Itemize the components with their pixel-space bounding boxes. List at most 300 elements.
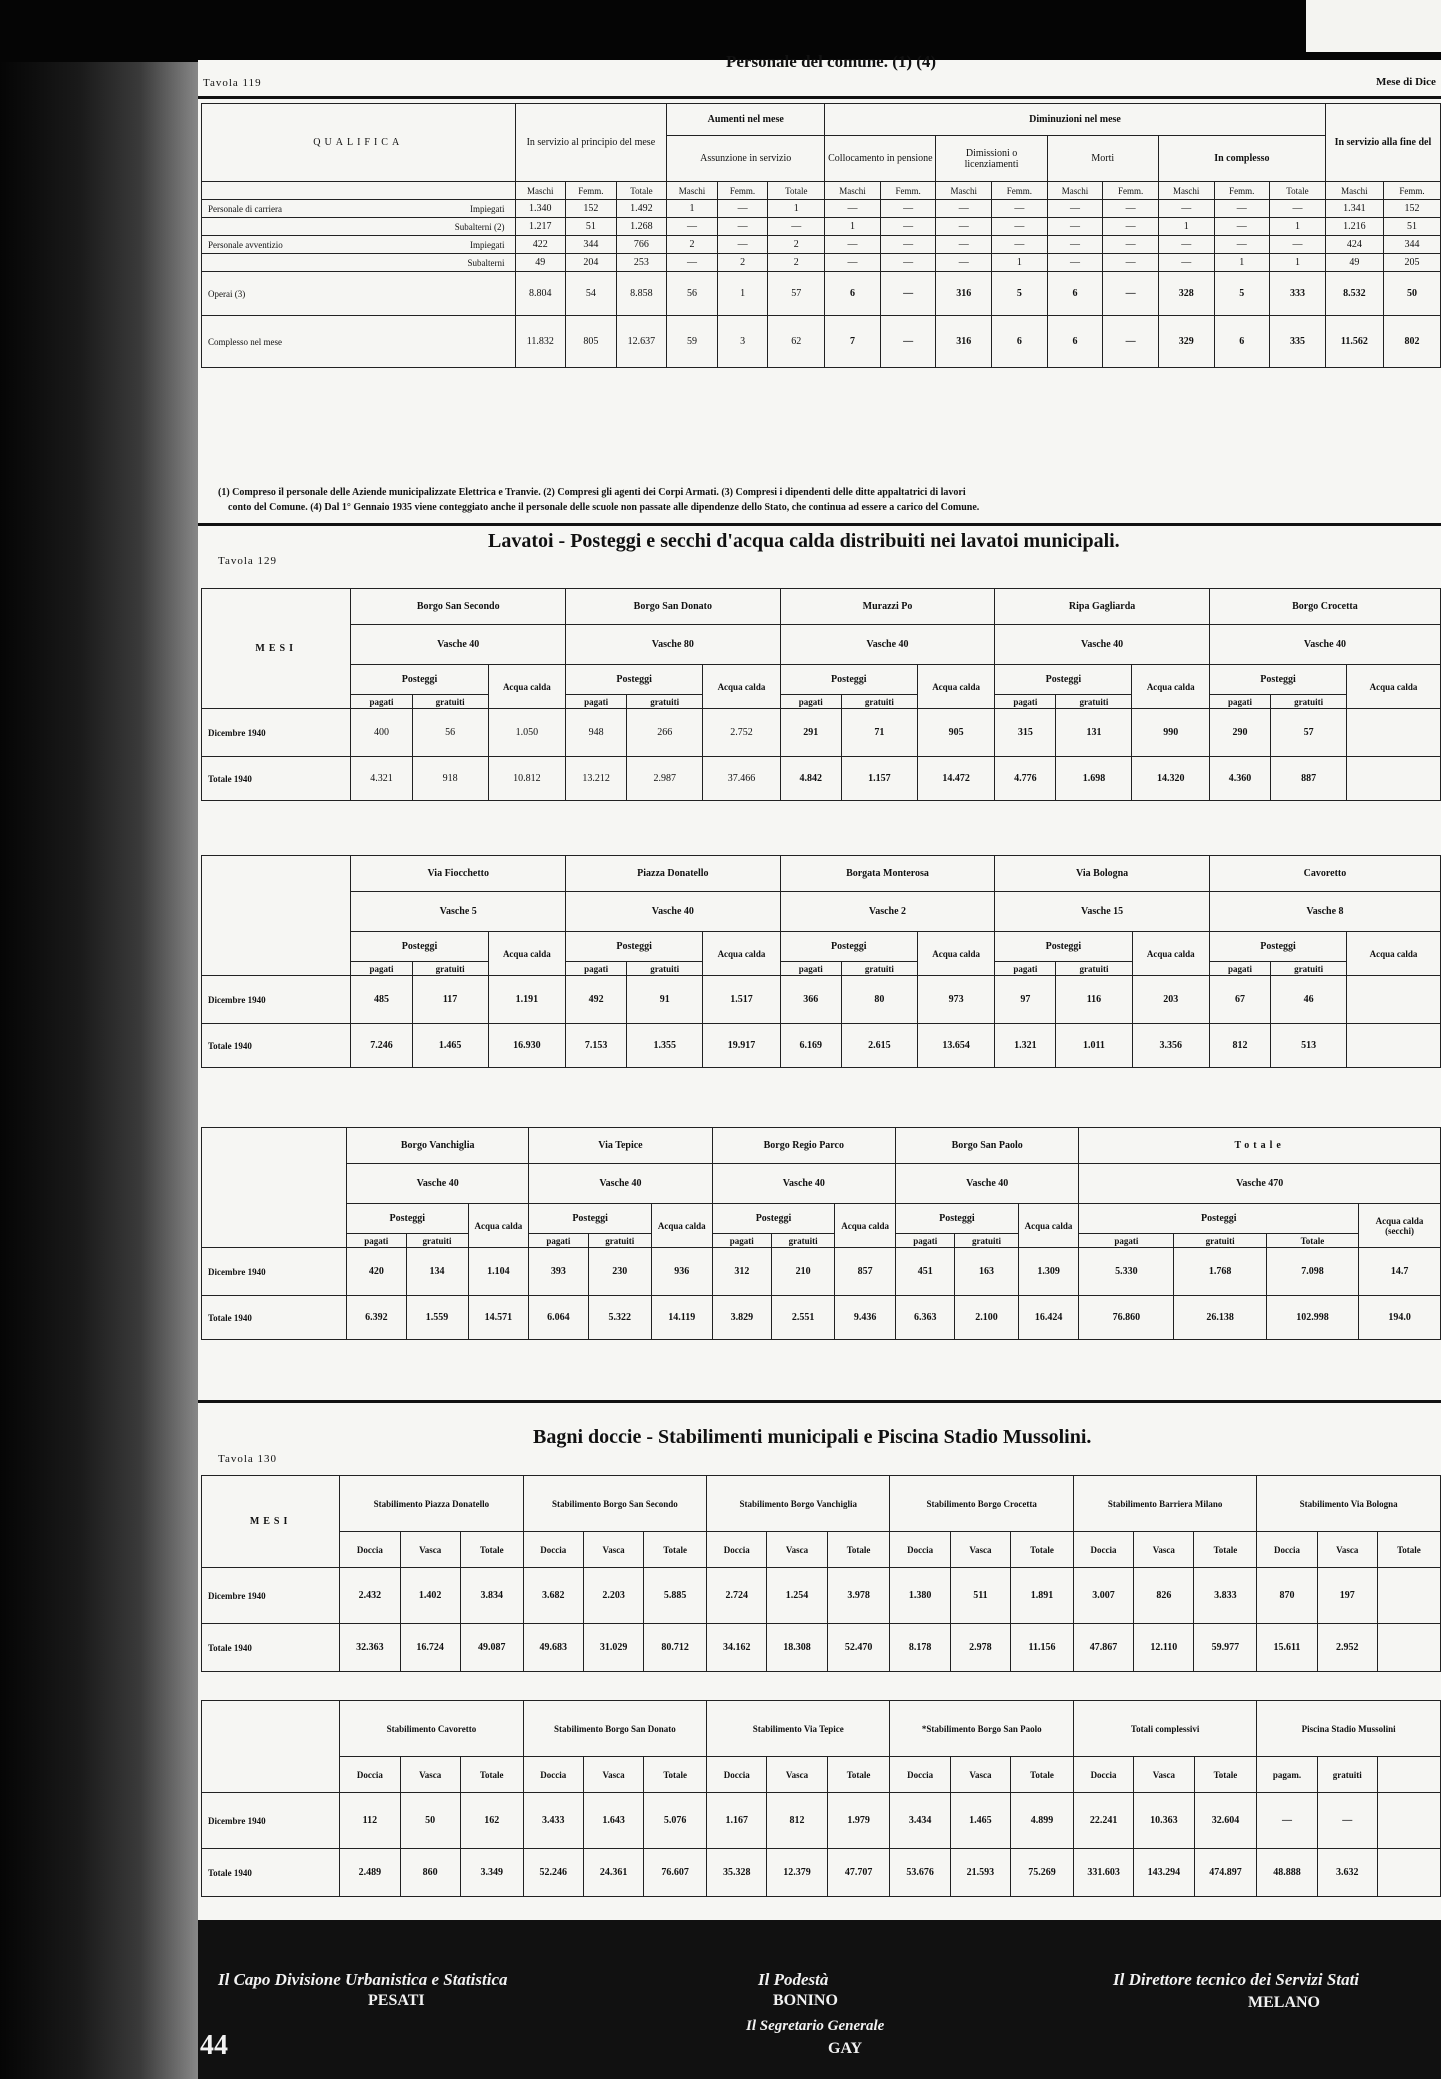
totale-header: Totale [1011, 1532, 1074, 1568]
mesi-header [202, 856, 351, 976]
totale-header: Totale [1079, 1128, 1441, 1164]
table-cell: 812 [767, 1793, 827, 1849]
table-cell: 3.632 [1317, 1849, 1377, 1897]
table-119 [201, 103, 1441, 368]
gratuiti-header: gratuiti [1271, 695, 1347, 709]
table-cell: 1 [667, 200, 718, 218]
table-130-label: Tavola 130 [218, 1453, 278, 1465]
table-cell: 5.322 [588, 1296, 651, 1340]
table-cell: 4.899 [1011, 1793, 1074, 1849]
vasche-count: Vasche 40 [566, 892, 781, 932]
totale-header: Totale [827, 1757, 890, 1793]
acqua-calda-header: Acqua calda [468, 1204, 529, 1248]
mesi-header [202, 1701, 340, 1793]
table-cell: 1.517 [703, 976, 780, 1024]
doccia-header: Doccia [707, 1757, 767, 1793]
table-cell: — [1257, 1793, 1317, 1849]
table-cell: 14.472 [917, 757, 994, 801]
table-cell: — [717, 218, 768, 236]
table-cell: 4.360 [1209, 757, 1270, 801]
table-cell: 2.432 [340, 1568, 400, 1624]
doccia-header: Doccia [1073, 1532, 1133, 1568]
table-cell: 400 [351, 709, 412, 757]
table-cell: 8.858 [616, 272, 667, 316]
signature-right-title: Il Direttore tecnico dei Servizi Stati [1113, 1970, 1360, 1989]
table-cell: 1.891 [1011, 1568, 1074, 1624]
table-cell: 76.860 [1079, 1296, 1174, 1340]
table-cell: — [936, 236, 992, 254]
subheader-cell: Maschi [667, 182, 718, 200]
table-cell: 22.241 [1073, 1793, 1133, 1849]
totale-header: Totale [644, 1532, 707, 1568]
totale-header: Totale [1194, 1532, 1257, 1568]
stabilimento-name: Stabilimento Cavoretto [340, 1701, 523, 1757]
table-cell: 291 [780, 709, 841, 757]
row-group: Complesso nel mese [208, 336, 282, 347]
table-cell: 62 [768, 316, 825, 368]
row-sublabel: Subalterni [467, 257, 505, 268]
pagati-header: pagati [995, 962, 1056, 976]
table-cell: 6 [1047, 272, 1103, 316]
table-cell: 163 [955, 1248, 1018, 1296]
vasche-count: Vasche 5 [351, 892, 566, 932]
acqua-calda-header: Acqua calda [917, 665, 994, 709]
gratuiti-header: gratuiti [627, 695, 703, 709]
table-cell: — [992, 218, 1048, 236]
acqua-calda-header: Acqua calda [1018, 1204, 1079, 1248]
signature-left-name: PESATI [368, 1992, 425, 2009]
table-cell: 3.356 [1132, 1024, 1209, 1068]
table-cell: 143.294 [1134, 1849, 1194, 1897]
table-cell: 203 [1132, 976, 1209, 1024]
lavatoi-block [201, 1127, 1441, 1340]
table-cell: 253 [616, 254, 667, 272]
table-cell: 1 [717, 272, 768, 316]
table-cell: 1.191 [488, 976, 565, 1024]
acqua-calda-header: Acqua calda [917, 932, 994, 976]
station-name: Murazzi Po [780, 589, 995, 625]
vasca-header: Vasca [400, 1532, 460, 1568]
table-cell: 80 [841, 976, 917, 1024]
table-cell: 13.212 [566, 757, 627, 801]
table-cell: 1.104 [468, 1248, 529, 1296]
table-cell: 328 [1158, 272, 1214, 316]
row-label [202, 218, 516, 236]
table-cell: 802 [1383, 316, 1440, 368]
table-cell: 1.698 [1056, 757, 1132, 801]
table-cell: 16.424 [1018, 1296, 1079, 1340]
vasca-header: Vasca [1134, 1532, 1194, 1568]
totale-header: Totale [460, 1757, 523, 1793]
table-cell: 49 [1325, 254, 1383, 272]
doccia-header: Doccia [1073, 1757, 1133, 1793]
doccia-header: Doccia [340, 1757, 400, 1793]
table-cell: — [1047, 218, 1103, 236]
table-cell: 134 [406, 1248, 468, 1296]
posteggi-header: Posteggi [995, 665, 1132, 695]
gratuiti-header: gratuiti [1174, 1234, 1266, 1248]
table-cell: 91 [627, 976, 703, 1024]
table-cell: — [880, 200, 936, 218]
table-cell: 205 [1383, 254, 1440, 272]
subheader-cell: Maschi [1047, 182, 1103, 200]
pagati-header: pagati [566, 695, 627, 709]
table-cell: 1.979 [827, 1793, 890, 1849]
vasca-header: Vasca [767, 1757, 827, 1793]
vasche-count: Vasche 40 [529, 1164, 712, 1204]
pagati-header: pagati [1209, 695, 1270, 709]
table-cell: 451 [896, 1248, 955, 1296]
page-number: 44 [200, 2030, 228, 2061]
table-cell: 18.308 [767, 1624, 827, 1672]
table-cell: 49 [515, 254, 566, 272]
station-name: Borgo San Secondo [351, 589, 566, 625]
table-row [202, 976, 1441, 1024]
table-cell: 50 [1383, 272, 1440, 316]
table-cell: 973 [917, 976, 994, 1024]
gratuiti-header: gratuiti [841, 695, 917, 709]
month-label: Dicembre 1940 [202, 709, 351, 757]
divider [198, 1400, 1441, 1403]
mesi-header [202, 1128, 347, 1248]
table-cell: 316 [936, 272, 992, 316]
table-cell: 6.064 [529, 1296, 588, 1340]
table-row [202, 254, 1441, 272]
table-cell: 344 [1383, 236, 1440, 254]
table-cell: 24.361 [583, 1849, 643, 1897]
table-cell: 14.119 [651, 1296, 712, 1340]
table-cell: 1.167 [707, 1793, 767, 1849]
table-cell: 918 [412, 757, 488, 801]
table-cell: 2 [667, 236, 718, 254]
table-cell: 14.7 [1359, 1248, 1441, 1296]
table-cell: 10.812 [488, 757, 565, 801]
table-cell: 7.246 [351, 1024, 412, 1068]
table-cell: — [1047, 236, 1103, 254]
table-cell: 948 [566, 709, 627, 757]
stabilimento-name: Piscina Stadio Mussolini [1257, 1701, 1441, 1757]
table-cell: 5 [1214, 272, 1270, 316]
table-cell: 857 [835, 1248, 896, 1296]
table-cell: 4.776 [995, 757, 1056, 801]
dimissioni-header: Dimissioni o licenziamenti [936, 136, 1047, 182]
table-cell: — [992, 200, 1048, 218]
table-cell: 6.363 [896, 1296, 955, 1340]
gratuiti-header: gratuiti [772, 1234, 835, 1248]
table-cell: 1 [1270, 218, 1326, 236]
table-cell: 2.752 [703, 709, 780, 757]
table-cell: 3.434 [890, 1793, 950, 1849]
row-label [202, 316, 516, 368]
table-row [202, 236, 1441, 254]
table-cell: 52.470 [827, 1624, 890, 1672]
acqua-calda-header: Acqua calda [1347, 665, 1441, 709]
table-cell: — [880, 254, 936, 272]
signature-center-name: BONINO [773, 1992, 838, 2009]
table-cell: 11.832 [515, 316, 566, 368]
table-cell: 1.050 [488, 709, 565, 757]
gratuiti-header: gratuiti [627, 962, 703, 976]
table-cell: 870 [1257, 1568, 1317, 1624]
table-cell: — [880, 236, 936, 254]
table-cell: 6 [825, 272, 881, 316]
posteggi-header: Posteggi [566, 932, 703, 962]
table-cell: 57 [768, 272, 825, 316]
station-name: Cavoretto [1209, 856, 1440, 892]
table-119-note-1: (1) Compreso il personale delle Aziende municipalizzate Elettrica e Tranvie. (2) Compresi gli agenti dei Corpi Armati. (3) Compresi i dipendenti delle ditte appaltatrici di lavori [218, 487, 966, 498]
table-cell [1347, 976, 1441, 1024]
mesi-header: MESI [202, 1476, 340, 1568]
table-cell: 3.829 [712, 1296, 771, 1340]
subheader-cell: Femm. [717, 182, 768, 200]
in-servizio-end-header: In servizio alla fine del [1325, 104, 1440, 182]
doccia-header: Doccia [890, 1532, 950, 1568]
vasche-count: Vasche 470 [1079, 1164, 1441, 1204]
table-cell: 1 [1214, 254, 1270, 272]
table-cell: 344 [566, 236, 617, 254]
table-cell: 1.011 [1056, 1024, 1132, 1068]
table-cell: 2.615 [841, 1024, 917, 1068]
acqua-calda-header: Acqua calda [488, 932, 565, 976]
table-cell: 474.897 [1194, 1849, 1257, 1897]
row-label [202, 200, 516, 218]
table-cell: 990 [1132, 709, 1209, 757]
table-cell: 1.341 [1325, 200, 1383, 218]
table-cell: — [1103, 218, 1159, 236]
table-cell: 424 [1325, 236, 1383, 254]
table-cell: 19.917 [703, 1024, 780, 1068]
table-cell: 71 [841, 709, 917, 757]
posteggi-header: Posteggi [780, 932, 917, 962]
vasche-count: Vasche 40 [780, 625, 995, 665]
table-cell: 49.683 [523, 1624, 583, 1672]
pagati-header: pagati [566, 962, 627, 976]
table-cell: — [936, 218, 992, 236]
table-cell: — [1103, 236, 1159, 254]
subheader-cell: Totale [768, 182, 825, 200]
table-cell: 230 [588, 1248, 651, 1296]
table-cell: 54 [566, 272, 617, 316]
row-sublabel: Subalterni (2) [454, 221, 505, 232]
table-cell: 3.978 [827, 1568, 890, 1624]
station-name: Ripa Gagliarda [995, 589, 1210, 625]
table-cell: — [1103, 254, 1159, 272]
table-cell: 6.169 [780, 1024, 841, 1068]
table-cell: 11.562 [1325, 316, 1383, 368]
table-cell: 887 [1271, 757, 1347, 801]
row-label [202, 236, 516, 254]
table-cell: 16.724 [400, 1624, 460, 1672]
gratuiti-header: gratuiti [588, 1234, 651, 1248]
table-cell: 331.603 [1073, 1849, 1133, 1897]
table-cell: 59.977 [1194, 1624, 1257, 1672]
subheader-cell: Femm. [880, 182, 936, 200]
vasca-header: Vasca [1317, 1532, 1377, 1568]
table-cell: 1.157 [841, 757, 917, 801]
table-row [202, 272, 1441, 316]
table-cell: 131 [1056, 709, 1132, 757]
table-cell: 2.987 [627, 757, 703, 801]
stabilimento-name: Stabilimento Borgo Vanchiglia [707, 1476, 890, 1532]
table-cell: 335 [1270, 316, 1326, 368]
table-cell: 2.551 [772, 1296, 835, 1340]
table-cell: — [1270, 236, 1326, 254]
table-cell: 56 [667, 272, 718, 316]
table-cell: — [1103, 272, 1159, 316]
vasca-header: Vasca [583, 1532, 643, 1568]
table-cell: 6 [1214, 316, 1270, 368]
table-cell: 511 [950, 1568, 1010, 1624]
table-cell: 1.321 [995, 1024, 1056, 1068]
station-name: Piazza Donatello [566, 856, 781, 892]
table-cell: 117 [412, 976, 488, 1024]
table-cell: 97 [995, 976, 1056, 1024]
table-cell: 152 [1383, 200, 1440, 218]
table-cell: 1.559 [406, 1296, 468, 1340]
table-cell: 290 [1209, 709, 1270, 757]
paganti-header: pagam. [1257, 1757, 1317, 1793]
table-cell: — [1158, 254, 1214, 272]
pagati-header: pagati [712, 1234, 771, 1248]
vasca-header: Vasca [583, 1757, 643, 1793]
table-cell: 2.978 [950, 1624, 1010, 1672]
table-cell: 11.156 [1011, 1624, 1074, 1672]
table-cell: 1.768 [1174, 1248, 1266, 1296]
signature-left-title: Il Capo Divisione Urbanistica e Statistica [218, 1970, 508, 1989]
table-cell: 10.363 [1134, 1793, 1194, 1849]
acqua-calda-header: Acqua calda [488, 665, 565, 709]
gratuiti-header: gratuiti [841, 962, 917, 976]
table-cell: 2.100 [955, 1296, 1018, 1340]
table-cell: — [1214, 200, 1270, 218]
table-cell: — [936, 200, 992, 218]
posteggi-header: Posteggi [1079, 1204, 1359, 1234]
posteggi-header: Posteggi [780, 665, 917, 695]
table-cell: 35.328 [707, 1849, 767, 1897]
table-cell: 1.254 [767, 1568, 827, 1624]
table-cell [1347, 1024, 1441, 1068]
scan-margin [0, 0, 200, 2079]
pagati-header: pagati [1209, 962, 1270, 976]
vasche-count: Vasche 40 [1209, 625, 1440, 665]
table-cell: 513 [1271, 1024, 1347, 1068]
table-cell: 2.724 [707, 1568, 767, 1624]
scan-corner [1306, 0, 1441, 52]
table-cell: 266 [627, 709, 703, 757]
table-cell: 1.309 [1018, 1248, 1079, 1296]
table-cell: 3 [717, 316, 768, 368]
table-cell: — [1047, 254, 1103, 272]
station-name: Borgo San Paolo [896, 1128, 1079, 1164]
table-cell [1347, 757, 1441, 801]
table-cell: 5.885 [644, 1568, 707, 1624]
table-cell: 1.465 [950, 1793, 1010, 1849]
collocamento-header: Collocamento in pensione [825, 136, 936, 182]
table-cell: 766 [616, 236, 667, 254]
subheader-cell: Maschi [1325, 182, 1383, 200]
month-label: Totale 1940 [202, 1296, 347, 1340]
table-cell [1377, 1793, 1440, 1849]
table-cell: 32.363 [340, 1624, 400, 1672]
table-cell: 2.203 [583, 1568, 643, 1624]
vasche-count: Vasche 40 [712, 1164, 895, 1204]
table-cell: 57 [1271, 709, 1347, 757]
table-row [202, 218, 1441, 236]
table-cell: 6 [992, 316, 1048, 368]
table-cell: 805 [566, 316, 617, 368]
table-cell: 2 [717, 254, 768, 272]
morti-header: Morti [1047, 136, 1158, 182]
table-cell: 116 [1056, 976, 1132, 1024]
station-name: Borgo Regio Parco [712, 1128, 895, 1164]
table-cell [1377, 1849, 1440, 1897]
subheader-cell: Maschi [515, 182, 566, 200]
table-cell: 1.340 [515, 200, 566, 218]
table-cell: — [825, 236, 881, 254]
table-cell: 15.611 [1257, 1624, 1317, 1672]
vasche-count: Vasche 40 [351, 625, 566, 665]
station-name: Via Tepice [529, 1128, 712, 1164]
table-cell: 812 [1209, 1024, 1270, 1068]
table-cell: 420 [347, 1248, 406, 1296]
gratuiti-header: gratuiti [1317, 1757, 1377, 1793]
table-cell: 7 [825, 316, 881, 368]
vasche-count: Vasche 15 [995, 892, 1210, 932]
table-cell: 52.246 [523, 1849, 583, 1897]
table-cell: — [1317, 1793, 1377, 1849]
complesso-header: In complesso [1158, 136, 1325, 182]
pagati-header: pagati [529, 1234, 588, 1248]
vasche-count: Vasche 8 [1209, 892, 1440, 932]
table-cell: 21.593 [950, 1849, 1010, 1897]
table-cell: 492 [566, 976, 627, 1024]
table-cell: 32.604 [1194, 1793, 1257, 1849]
totale-subheader: Totale [1266, 1234, 1358, 1248]
posteggi-header: Posteggi [712, 1204, 835, 1234]
subheader-spacer [202, 182, 516, 200]
table-cell: 1.402 [400, 1568, 460, 1624]
table-cell: 1 [825, 218, 881, 236]
gratuiti-header: gratuiti [1271, 962, 1347, 976]
posteggi-header: Posteggi [351, 932, 488, 962]
posteggi-header: Posteggi [566, 665, 703, 695]
table-cell: — [1214, 218, 1270, 236]
table-cell: 2 [768, 236, 825, 254]
month-label: Totale 1940 [202, 1024, 351, 1068]
table-cell: 7.153 [566, 1024, 627, 1068]
table-cell: 48.888 [1257, 1849, 1317, 1897]
table-cell: — [880, 316, 936, 368]
table-cell: — [667, 218, 718, 236]
pagati-header: pagati [780, 695, 841, 709]
signature-area [198, 1920, 1441, 2079]
table-cell: 12.637 [616, 316, 667, 368]
table-cell: 31.029 [583, 1624, 643, 1672]
scan-top-border [0, 0, 1441, 62]
table-cell: — [1047, 200, 1103, 218]
doccia-header: Doccia [523, 1757, 583, 1793]
table-cell: 826 [1134, 1568, 1194, 1624]
table-cell: 3.433 [523, 1793, 583, 1849]
table-cell: 1.465 [412, 1024, 488, 1068]
signature-right-name: MELANO [1248, 1994, 1320, 2011]
empty-cell [1377, 1757, 1440, 1793]
pagati-header: pagati [780, 962, 841, 976]
table-row [202, 1624, 1441, 1672]
signature-center-title: Il Podestà [758, 1970, 829, 1989]
acqua-calda-header: Acqua calda [1132, 665, 1209, 709]
signature-center-name-2: GAY [828, 2040, 863, 2057]
